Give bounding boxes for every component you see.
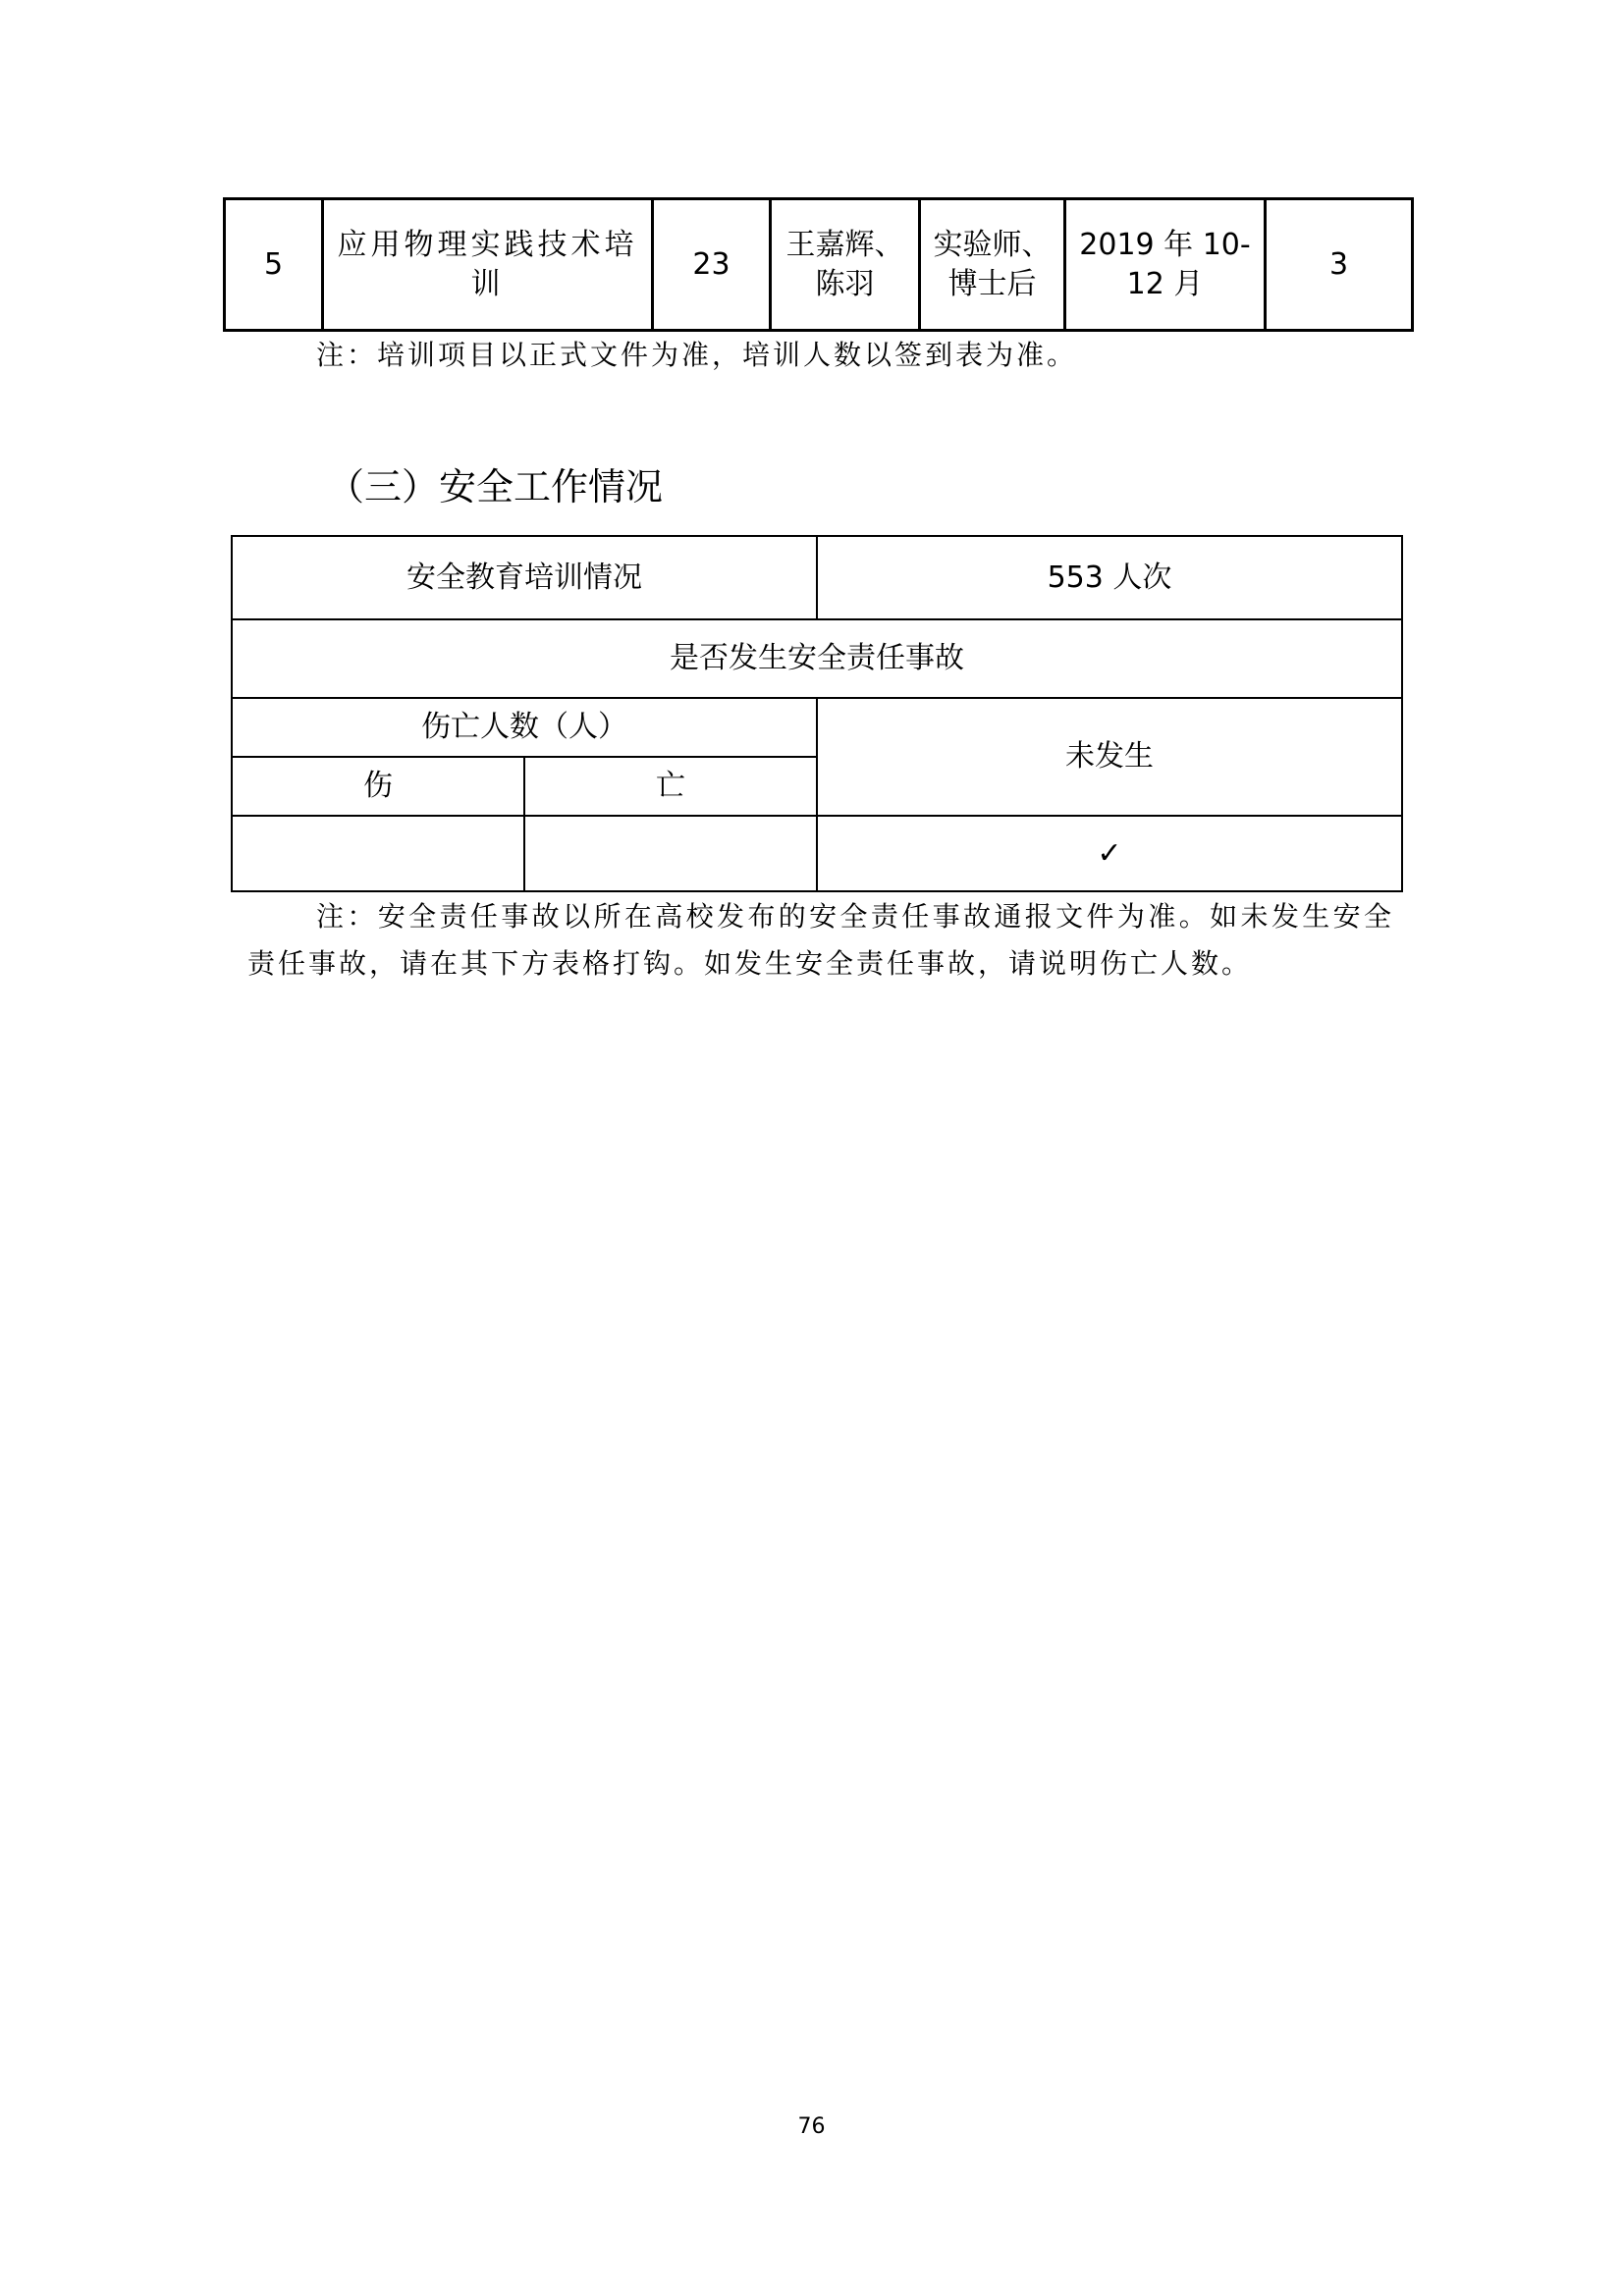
not-occurred-label: 未发生	[817, 698, 1402, 816]
casualty-header: 伤亡人数（人）	[232, 698, 817, 757]
injured-value	[232, 816, 524, 891]
check-mark-icon: ✓	[817, 816, 1402, 891]
safety-note: 注：安全责任事故以所在高校发布的安全责任事故通报文件为准。如未发生安全责任事故，请在其下方表格打钩。如发生安全责任事故，请说明伤亡人数。	[247, 900, 1394, 980]
education-label: 安全教育培训情况	[232, 536, 817, 619]
training-count: 3	[1266, 199, 1413, 331]
training-project: 应用物理实践技术培训	[323, 199, 653, 331]
dead-value	[524, 816, 817, 891]
training-participants: 23	[653, 199, 771, 331]
dead-label: 亡	[524, 757, 817, 816]
section-heading: （三）安全工作情况	[327, 465, 664, 508]
table-row	[232, 536, 1402, 619]
table-row	[232, 698, 1402, 757]
training-trainee-type: 实验师、博士后	[920, 199, 1065, 331]
table-row	[225, 199, 1413, 331]
page-number: 76	[797, 2114, 826, 2139]
injured-label: 伤	[232, 757, 524, 816]
training-table	[223, 197, 1414, 332]
education-value: 553 人次	[817, 536, 1402, 619]
accident-header: 是否发生安全责任事故	[232, 619, 1402, 698]
training-index: 5	[225, 199, 323, 331]
table-row	[232, 619, 1402, 698]
training-trainers: 王嘉辉、陈羽	[771, 199, 920, 331]
safety-table	[231, 535, 1403, 892]
training-note: 注：培训项目以正式文件为准，培训人数以签到表为准。	[316, 339, 1078, 371]
table-row	[232, 816, 1402, 891]
training-period: 2019 年 10-12 月	[1065, 199, 1266, 331]
